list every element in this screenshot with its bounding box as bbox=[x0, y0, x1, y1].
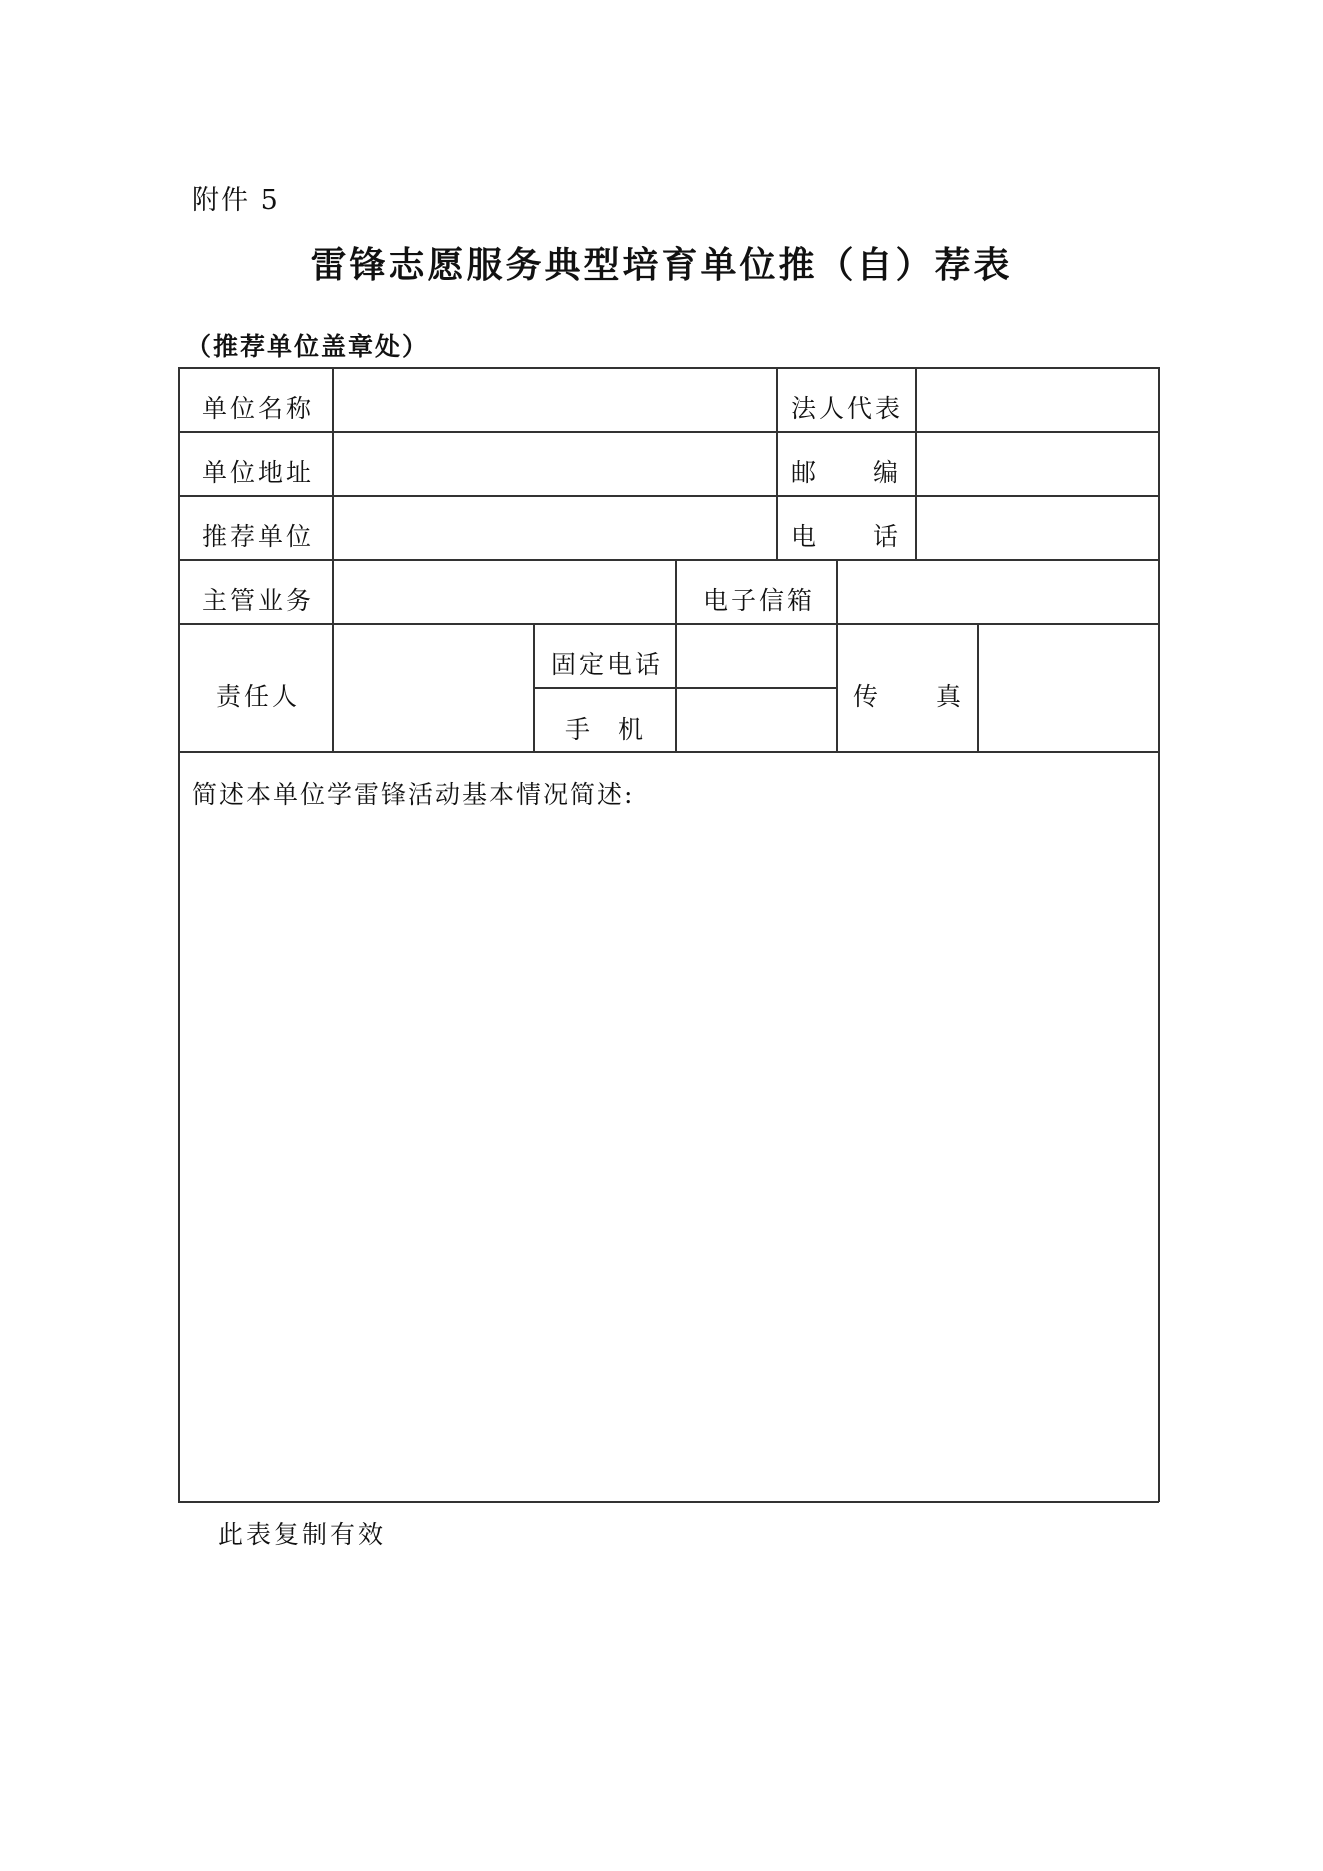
fax-label-1: 传 bbox=[853, 682, 882, 711]
fax-field[interactable] bbox=[979, 625, 1157, 751]
unit-address-field[interactable] bbox=[334, 433, 775, 495]
unit-name-label: 单位名称 bbox=[202, 394, 315, 423]
phone-label-1: 电 bbox=[791, 522, 820, 551]
mobile-label-1: 手 bbox=[565, 715, 594, 744]
email-label: 电子信箱 bbox=[703, 586, 816, 615]
postcode-label-1: 邮 bbox=[791, 458, 820, 487]
responsible-label: 责任人 bbox=[216, 682, 301, 711]
stamp-note: （推荐单位盖章处） bbox=[186, 332, 430, 361]
fax-label-2: 真 bbox=[936, 682, 965, 711]
footer-note: 此表复制有效 bbox=[218, 1520, 387, 1549]
supervisor-label: 主管业务 bbox=[202, 586, 315, 615]
mobile-label-2: 机 bbox=[618, 715, 647, 744]
mobile-field[interactable] bbox=[677, 689, 835, 751]
unit-address-label: 单位地址 bbox=[202, 458, 315, 487]
legal-rep-label: 法人代表 bbox=[791, 394, 904, 423]
phone-label-2: 话 bbox=[873, 522, 902, 551]
supervisor-field[interactable] bbox=[334, 561, 674, 623]
postcode-field[interactable] bbox=[917, 433, 1157, 495]
attachment-label: 附件 5 bbox=[192, 185, 280, 216]
landline-field[interactable] bbox=[677, 625, 835, 687]
responsible-field[interactable] bbox=[334, 625, 532, 751]
summary-field[interactable] bbox=[180, 815, 1157, 1500]
page-title: 雷锋志愿服务典型培育单位推（自）荐表 bbox=[310, 245, 1013, 286]
landline-label: 固定电话 bbox=[551, 650, 664, 679]
postcode-label-2: 编 bbox=[873, 458, 902, 487]
phone-field[interactable] bbox=[917, 497, 1157, 559]
unit-name-field[interactable] bbox=[334, 369, 775, 431]
email-field[interactable] bbox=[838, 561, 1157, 623]
recommender-label: 推荐单位 bbox=[202, 522, 315, 551]
legal-rep-field[interactable] bbox=[917, 369, 1157, 431]
recommender-field[interactable] bbox=[334, 497, 775, 559]
summary-label: 简述本单位学雷锋活动基本情况简述: bbox=[192, 780, 635, 809]
